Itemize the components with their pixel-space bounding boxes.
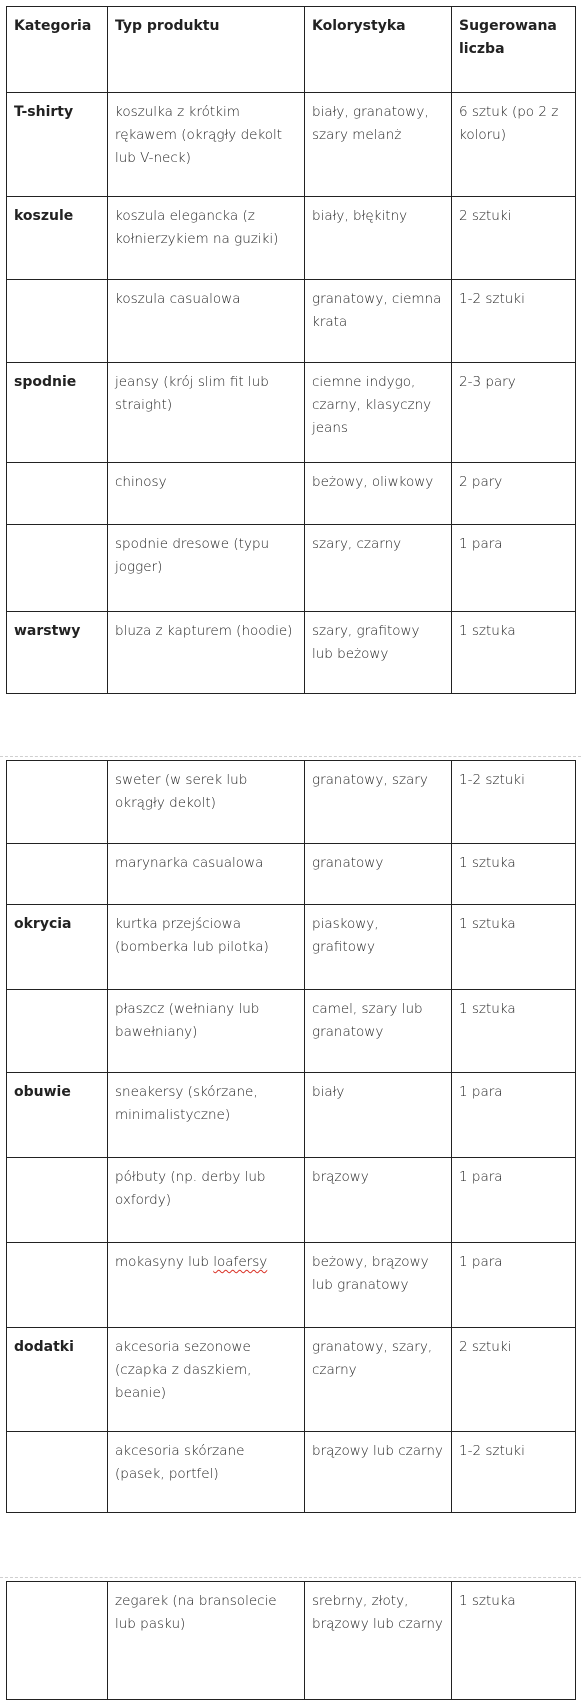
colors-cell: biały, granatowy, szary melanż: [305, 93, 452, 197]
page-break-line: [0, 756, 581, 757]
colors-cell: szary, grafitowy lub beżowy: [305, 612, 452, 694]
table-row: [7, 1243, 576, 1328]
category-cell: okrycia: [7, 905, 108, 990]
table-row: [7, 280, 576, 363]
category-cell: [7, 525, 108, 612]
category-cell: [7, 463, 108, 525]
count-cell: 2-3 pary: [452, 363, 576, 463]
table-row: [7, 1328, 576, 1432]
table-row: [7, 612, 576, 694]
product-type-cell: koszula elegancka (z kołnierzykiem na guziki): [108, 197, 305, 280]
product-type-cell: bluza z kapturem (hoodie): [108, 612, 305, 694]
colors-cell: camel, szary lub granatowy: [305, 990, 452, 1073]
product-type-cell: sneakersy (skórzane, minimalistyczne): [108, 1073, 305, 1158]
colors-cell: granatowy, szary, czarny: [305, 1328, 452, 1432]
colors-cell: srebrny, złoty, brązowy lub czarny: [305, 1582, 452, 1700]
product-type-cell: akcesoria skórzane (pasek, portfel): [108, 1432, 305, 1513]
table-row: [7, 1432, 576, 1513]
category-cell: [7, 1582, 108, 1700]
spellcheck-flagged-word[interactable]: loafersy: [213, 1254, 268, 1270]
category-cell: [7, 280, 108, 363]
product-type-cell: półbuty (np. derby lub oxfordy): [108, 1158, 305, 1243]
category-cell: [7, 1432, 108, 1513]
colors-cell: biały, błękitny: [305, 197, 452, 280]
table-row: [7, 1158, 576, 1243]
count-cell: 1 sztuka: [452, 1582, 576, 1700]
header-colors: Kolorystyka: [305, 7, 452, 93]
table-row: [7, 844, 576, 905]
product-type-cell: spodnie dresowe (typu jogger): [108, 525, 305, 612]
colors-cell: ciemne indygo, czarny, klasyczny jeans: [305, 363, 452, 463]
category-cell: [7, 761, 108, 844]
table-row: [7, 761, 576, 844]
product-type-cell: zegarek (na bransolecie lub pasku): [108, 1582, 305, 1700]
colors-cell: beżowy, brązowy lub granatowy: [305, 1243, 452, 1328]
table-row: [7, 463, 576, 525]
header-product-type: Typ produktu: [108, 7, 305, 93]
product-type-cell: [108, 1243, 305, 1328]
count-cell: 1 sztuka: [452, 612, 576, 694]
category-cell: [7, 990, 108, 1073]
count-cell: 2 pary: [452, 463, 576, 525]
count-cell: 1 para: [452, 1073, 576, 1158]
count-cell: 1 sztuka: [452, 990, 576, 1073]
category-cell: obuwie: [7, 1073, 108, 1158]
count-cell: 2 sztuki: [452, 197, 576, 280]
colors-cell: brązowy: [305, 1158, 452, 1243]
table-row: [7, 525, 576, 612]
product-type-cell: płaszcz (wełniany lub bawełniany): [108, 990, 305, 1073]
count-cell: 2 sztuki: [452, 1328, 576, 1432]
table-row: [7, 93, 576, 197]
category-cell: T-shirty: [7, 93, 108, 197]
count-cell: 1 sztuka: [452, 844, 576, 905]
wardrobe-table-page-3: [6, 1581, 576, 1700]
count-cell: 1-2 sztuki: [452, 761, 576, 844]
table-row: [7, 905, 576, 990]
count-cell: 6 sztuk (po 2 z koloru): [452, 93, 576, 197]
wardrobe-table-page-1: [6, 6, 576, 694]
colors-cell: piaskowy, grafitowy: [305, 905, 452, 990]
product-type-cell: jeansy (krój slim fit lub straight): [108, 363, 305, 463]
colors-cell: brązowy lub czarny: [305, 1432, 452, 1513]
count-cell: 1-2 sztuki: [452, 1432, 576, 1513]
colors-cell: beżowy, oliwkowy: [305, 463, 452, 525]
category-cell: warstwy: [7, 612, 108, 694]
category-cell: [7, 1243, 108, 1328]
table-row: [7, 197, 576, 280]
count-cell: 1 sztuka: [452, 905, 576, 990]
table-row: [7, 1073, 576, 1158]
colors-cell: szary, czarny: [305, 525, 452, 612]
count-cell: 1 para: [452, 1158, 576, 1243]
colors-cell: biały: [305, 1073, 452, 1158]
table-row: [7, 363, 576, 463]
table-row: [7, 1582, 576, 1700]
product-type-cell: marynarka casualowa: [108, 844, 305, 905]
wardrobe-table-page-2: [6, 760, 576, 1513]
page-break-line: [0, 1577, 581, 1578]
product-type-cell: koszula casualowa: [108, 280, 305, 363]
colors-cell: granatowy, ciemna krata: [305, 280, 452, 363]
header-category: Kategoria: [7, 7, 108, 93]
product-type-cell: chinosy: [108, 463, 305, 525]
category-cell: [7, 1158, 108, 1243]
product-type-cell: kurtka przejściowa (bomberka lub pilotka): [108, 905, 305, 990]
category-cell: [7, 844, 108, 905]
category-cell: koszule: [7, 197, 108, 280]
table-header-row: [7, 7, 576, 93]
table-row: [7, 990, 576, 1073]
colors-cell: granatowy: [305, 844, 452, 905]
count-cell: 1 para: [452, 1243, 576, 1328]
product-type-cell: sweter (w serek lub okrągły dekolt): [108, 761, 305, 844]
count-cell: 1 para: [452, 525, 576, 612]
product-type-cell: koszulka z krótkim rękawem (okrągły dekolt lub V-neck): [108, 93, 305, 197]
product-type-cell: akcesoria sezonowe (czapka z daszkiem, beanie): [108, 1328, 305, 1432]
header-suggested-count: Sugerowana liczba: [452, 7, 576, 93]
colors-cell: granatowy, szary: [305, 761, 452, 844]
category-cell: spodnie: [7, 363, 108, 463]
product-type-text: mokasyny lub: [115, 1254, 214, 1270]
category-cell: dodatki: [7, 1328, 108, 1432]
count-cell: 1-2 sztuki: [452, 280, 576, 363]
